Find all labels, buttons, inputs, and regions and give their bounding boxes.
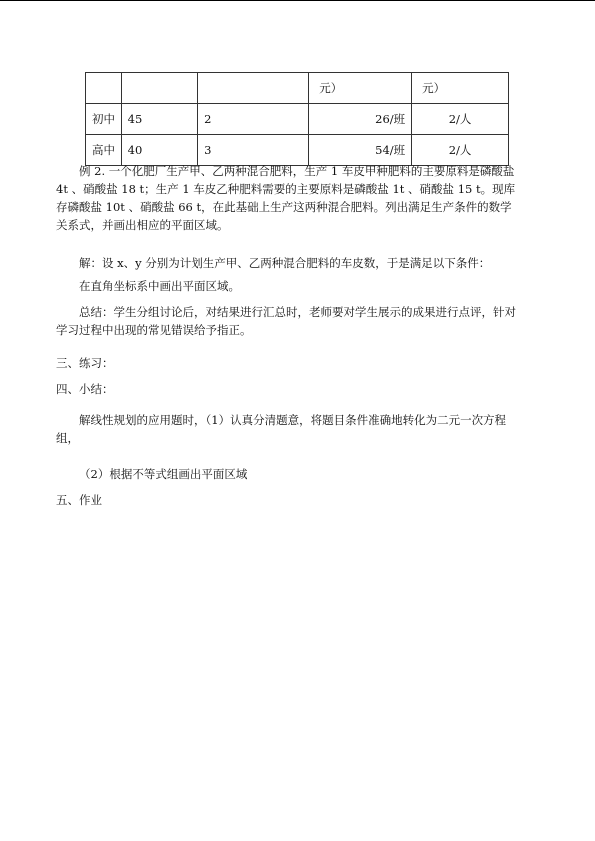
table-cell: 26/班 bbox=[309, 104, 412, 135]
table-cell: 45 bbox=[121, 104, 197, 135]
draw-region-paragraph: 在直角坐标系中画出平面区域。 bbox=[79, 279, 240, 293]
data-table bbox=[85, 72, 509, 166]
table-cell bbox=[198, 73, 309, 104]
section-3-heading: 三、练习： bbox=[56, 356, 114, 370]
header-rule bbox=[0, 0, 595, 1]
summary-note-paragraph: 总结：学生分组讨论后，对结果进行汇总时，老师要对学生展示的成果进行点评，针对学习过程中出现的常见错误给予指正。 bbox=[56, 305, 516, 337]
table-cell: 54/班 bbox=[309, 135, 412, 166]
summary-point-2: （2）根据不等式组画出平面区域 bbox=[79, 467, 248, 481]
table-cell: 初中 bbox=[86, 104, 122, 135]
solution-paragraph: 解：设 x、y 分别为计划生产甲、乙两种混合肥料的车皮数，于是满足以下条件： bbox=[79, 256, 491, 270]
table-cell bbox=[121, 73, 197, 104]
table-row bbox=[86, 73, 509, 104]
section-5-heading: 五、作业 bbox=[56, 493, 102, 507]
table-cell: 高中 bbox=[86, 135, 122, 166]
table-row bbox=[86, 104, 509, 135]
table-row bbox=[86, 135, 509, 166]
table-cell: 元） bbox=[412, 73, 509, 104]
table-cell: 40 bbox=[121, 135, 197, 166]
table-cell: 2 bbox=[198, 104, 309, 135]
table-cell: 2/人 bbox=[412, 135, 509, 166]
summary-point-1: 解线性规划的应用题时，（1）认真分清题意，将题目条件准确地转化为二元一次方程组， bbox=[56, 413, 507, 445]
table-cell: 元） bbox=[309, 73, 412, 104]
table-cell bbox=[86, 73, 122, 104]
table-cell: 2/人 bbox=[412, 104, 509, 135]
example-2-paragraph: 例 2. 一个化肥厂生产甲、乙两种混合肥料，生产 1 车皮甲种肥料的主要原料是磷酸盐 4t 、硝酸盐 18 t；生产 1 车皮乙种肥料需要的主要原料是磷酸盐 1t 、硝酸盐 15 t。现库存磷酸盐 10t 、硝酸盐 66 t，在此基础上生产这两种混合肥料。列出满足生产条件的数学关系式，并画出相应的平面区域。 bbox=[56, 164, 516, 232]
section-4-heading: 四、小结： bbox=[56, 382, 114, 396]
table-cell: 3 bbox=[198, 135, 309, 166]
